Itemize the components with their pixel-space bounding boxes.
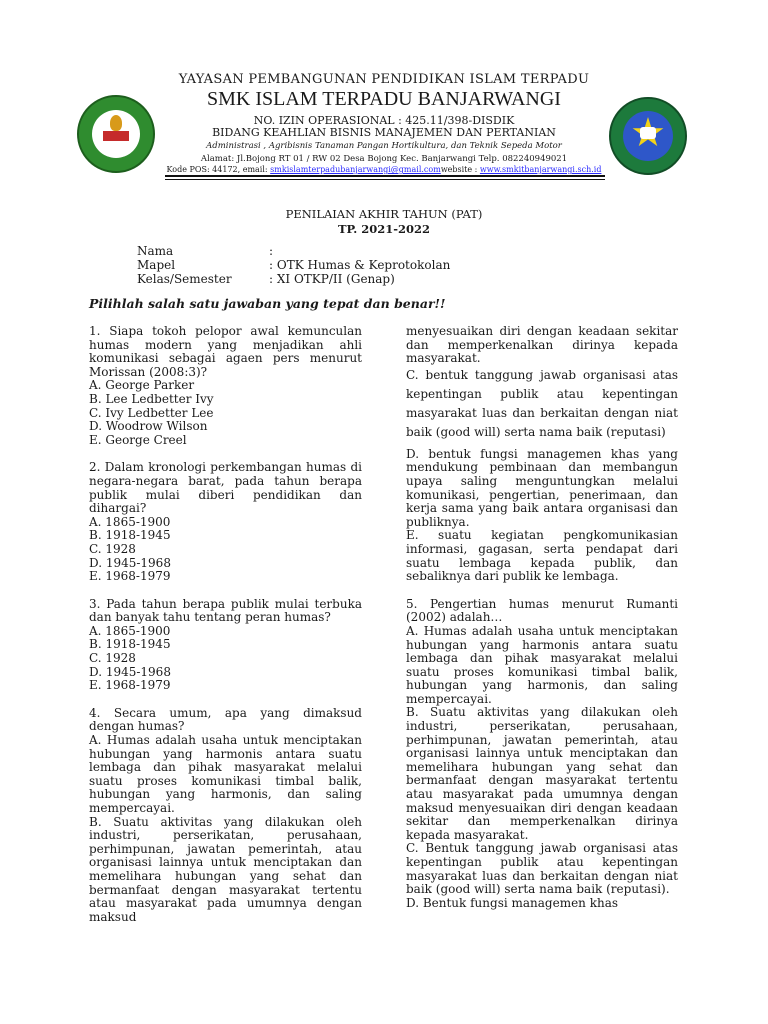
question-3: 3. Pada tahun berapa publik mulai terbuka dan banyak tahu tentang peran humas? [89, 596, 362, 625]
field-value: : OTK Humas & Keprotokolan [269, 258, 451, 272]
option: A. George Parker [89, 378, 195, 393]
field-label: Mapel [137, 258, 176, 272]
question-5-option-c: C. Bentuk tanggung jawab organisasi atas kepentingan publik atau kepentingan masyarakat luas dan berkaitan dengan niat baik (good will) serta nama baik (reputasi). [406, 841, 678, 897]
question-5-option-b: B. Suatu aktivitas yang dilakukan oleh industri, perserikatan, perusahaan, perhimpunan, jawatan pemerintah, atau organisasi lainnya untuk menciptakan dan memelihara hubungan yang sehat dan bermanfaat dengan masyarakat tertentu atau masyarakat pada umumnya dengan maksud menyesuaikan diri dengan keadaan sekitar dan memperkenalkan dirinya kepada masyarakat. [406, 705, 678, 842]
website-label: website : [440, 165, 480, 174]
question-4-option-a: A. Humas adalah usaha untuk menciptakan hubungan yang harmonis antara suatu lembaga dan pihak masyarakat melalui suatu proses komunikasi timbal balik, hubungan yang harmonis, dan saling mempercayai. [89, 733, 362, 815]
field-label: Nama [137, 244, 174, 258]
option: A. 1865-1900 [89, 623, 171, 638]
exam-title: PENILAIAN AKHIR TAHUN (PAT) [285, 207, 483, 221]
field-class-semester [137, 272, 395, 286]
option: D. 1945-1968 [89, 664, 171, 679]
field-label: Kelas/Semester [137, 272, 232, 286]
contact-prefix: Kode POS: 44172, email: [166, 165, 271, 174]
header-divider-thick [165, 175, 605, 177]
option: A. 1865-1900 [89, 514, 171, 529]
option: C. Ivy Ledbetter Lee [89, 405, 214, 420]
right-column [406, 325, 678, 910]
field-of-study: BIDANG KEAHLIAN BISNIS MANAJEMEN DAN PERTANIAN [212, 126, 556, 139]
website-link[interactable]: www.smkitbanjarwangi.sch.id [479, 165, 602, 174]
foundation-logo-icon [77, 95, 155, 173]
foundation-name: YAYASAN PEMBANGUNAN PENDIDIKAN ISLAM TERPADU [178, 72, 590, 87]
license-number: NO. IZIN OPERASIONAL : 425.11/398-DISDIK [253, 114, 515, 127]
question-4-option-d: D. bentuk fungsi managemen khas yang mendukung pembinaan dan membangun upaya saling menguntungkan melalui komunikasi, pengertian, penerimaan, dan kerja sama yang baik antara organisasi dan publiknya. [406, 446, 678, 529]
option: B. Lee Ledbetter Ivy [89, 391, 214, 406]
question-4-option-b-continued: menyesuaikan diri dengan keadaan sekitar dan memperkenalkan dirinya kepada masyarakat. [406, 324, 678, 366]
option: E. 1968-1979 [89, 678, 171, 693]
field-name [137, 244, 273, 258]
email-link[interactable]: smkislamterpadubanjarwangi@gmail.com [270, 165, 441, 174]
field-value: : [269, 244, 274, 258]
exam-year: TP. 2021-2022 [337, 222, 431, 236]
school-name: SMK ISLAM TERPADU BANJARWANGI [207, 88, 561, 110]
left-column [89, 325, 362, 924]
instruction: Pilihlah salah satu jawaban yang tepat dan benar!! [89, 296, 446, 311]
option: D. Woodrow Wilson [89, 419, 208, 434]
field-value: : XI OTKP/II (Genap) [269, 272, 395, 286]
option: C. 1928 [89, 541, 136, 556]
option: B. 1918-1945 [89, 637, 171, 652]
school-address: Alamat: Jl.Bojong RT 01 / RW 02 Desa Bojong Kec. Banjarwangi Telp. 082240949021 [200, 154, 568, 164]
question-4-option-c: C. bentuk tanggung jawab organisasi atas kepentingan publik atau kepentingan masyarakat luas dan berkaitan dengan niat baik (good will) serta nama baik (reputasi) [406, 367, 678, 439]
option: E. 1968-1979 [89, 569, 171, 584]
question-4: 4. Secara umum, apa yang dimaksud dengan humas? [89, 705, 362, 734]
option: C. 1928 [89, 651, 136, 666]
question-5-option-d: D. Bentuk fungsi managemen khas [406, 895, 619, 910]
question-4-option-b: B. Suatu aktivitas yang dilakukan oleh industri, perserikatan, perusahaan, perhimpunan, jawatan pemerintah, atau organisasi lainnya untuk menciptakan dan memelihara hubungan yang sehat dan bermanfaat dengan masyarakat tertentu atau masyarakat pada umumnya dengan maksud [89, 814, 362, 924]
option: B. 1918-1945 [89, 528, 171, 543]
question-4-option-e: E. suatu kegiatan pengkomunikasian informasi, gagasan, serta pendapat dari suatu lembaga kepada publik, dan sebaliknya dari publik ke lembaga. [406, 528, 678, 584]
header-divider-thin [165, 179, 605, 180]
question-2: 2. Dalam kronologi perkembangan humas di negara-negara barat, pada tahun berapa publik mulai diberi pendidikan dan dihargai? [89, 460, 362, 516]
option: D. 1945-1968 [89, 555, 171, 570]
field-subject [137, 258, 450, 272]
programs: Administrasi , Agribisnis Tanaman Pangan Hortikultura, dan Teknik Sepeda Motor [206, 141, 562, 151]
school-logo-icon [609, 97, 687, 175]
question-5: 5. Pengertian humas menurut Rumanti (2002) adalah… [406, 596, 678, 625]
question-5-option-a: A. Humas adalah usaha untuk menciptakan hubungan yang harmonis antara suatu lembaga dan pihak masyarakat melalui suatu proses komunikasi timbal balik, hubungan yang harmonis, dan saling mempercayai. [406, 623, 678, 706]
question-1: 1. Siapa tokoh pelopor awal kemunculan humas modern yang menjadikan ahli komunikasi sebagai agaen pers menurut Morissan (2008:3)? [89, 324, 362, 379]
option: E. George Creel [89, 432, 187, 447]
